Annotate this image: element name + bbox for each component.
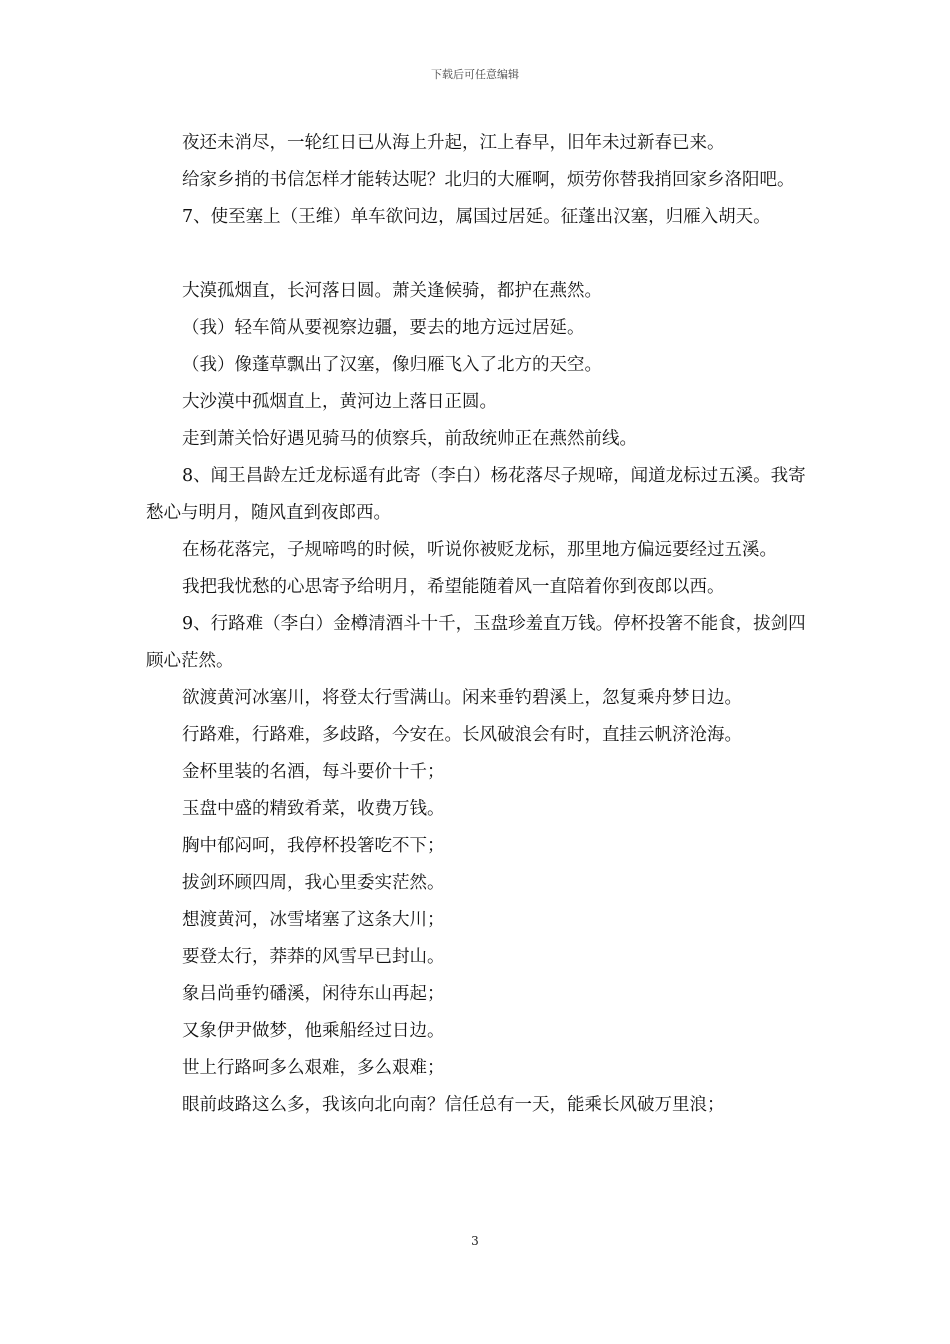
- paragraph: 胸中郁闷呵，我停杯投箸吃不下；: [182, 836, 445, 856]
- paragraph: 象吕尚垂钓磻溪，闲待东山再起；: [182, 984, 445, 1004]
- paragraph: 想渡黄河，冰雪堵塞了这条大川；: [182, 910, 445, 930]
- paragraph: 行路难，行路难，多歧路，今安在。长风破浪会有时，直挂云帆济沧海。: [182, 725, 742, 745]
- paragraph: 拔剑环顾四周，我心里委实茫然。: [182, 873, 445, 893]
- paragraph: 大漠孤烟直，长河落日圆。萧关逢候骑，都护在燕然。: [182, 281, 602, 301]
- paragraph: 走到萧关恰好遇见骑马的侦察兵，前敌统帅正在燕然前线。: [182, 429, 637, 449]
- paragraph: 9、行路难（李白）金樽清酒斗十千，玉盘珍羞直万钱。停杯投箸不能食，拔剑四顾心茫然。: [146, 614, 806, 671]
- paragraph: 世上行路呵多么艰难，多么艰难；: [182, 1058, 445, 1078]
- paragraph: 夜还未消尽，一轮红日已从海上升起，江上春早，旧年未过新春已来。: [182, 133, 725, 153]
- paragraph: 又象伊尹做梦，他乘船经过日边。: [182, 1021, 445, 1041]
- paragraph: 8、闻王昌龄左迁龙标遥有此寄（李白）杨花落尽子规啼，闻道龙标过五溪。我寄愁心与明月，随风直到夜郎西。: [146, 466, 806, 523]
- paragraph: 要登太行，莽莽的风雪早已封山。: [182, 947, 445, 967]
- paragraph: 我把我忧愁的心思寄予给明月，希望能随着风一直陪着你到夜郎以西。: [182, 577, 725, 597]
- paragraph: 在杨花落完，子规啼鸣的时候，听说你被贬龙标，那里地方偏远要经过五溪。: [182, 540, 777, 560]
- paragraph: （我）轻车简从要视察边疆，要去的地方远过居延。: [182, 318, 585, 338]
- paragraph: 眼前歧路这么多，我该向北向南？信任总有一天，能乘长风破万里浪；: [182, 1095, 725, 1115]
- paragraph: 给家乡捎的书信怎样才能转达呢？北归的大雁啊，烦劳你替我捎回家乡洛阳吧。: [182, 170, 795, 190]
- page-header: 下载后可任意编辑: [431, 68, 519, 81]
- paragraph: 金杯里装的名酒，每斗要价十千；: [182, 762, 445, 782]
- paragraph: 7、使至塞上（王维）单车欲问边，属国过居延。征蓬出汉塞，归雁入胡天。: [182, 207, 771, 227]
- page-number: 3: [471, 1234, 479, 1248]
- paragraph: 玉盘中盛的精致肴菜，收费万钱。: [182, 799, 445, 819]
- document-body: [146, 125, 818, 1124]
- paragraph: 大沙漠中孤烟直上，黄河边上落日正圆。: [182, 392, 497, 412]
- paragraph: （我）像蓬草飘出了汉塞，像归雁飞入了北方的天空。: [182, 355, 602, 375]
- paragraph: 欲渡黄河冰塞川，将登太行雪满山。闲来垂钓碧溪上，忽复乘舟梦日边。: [182, 688, 742, 708]
